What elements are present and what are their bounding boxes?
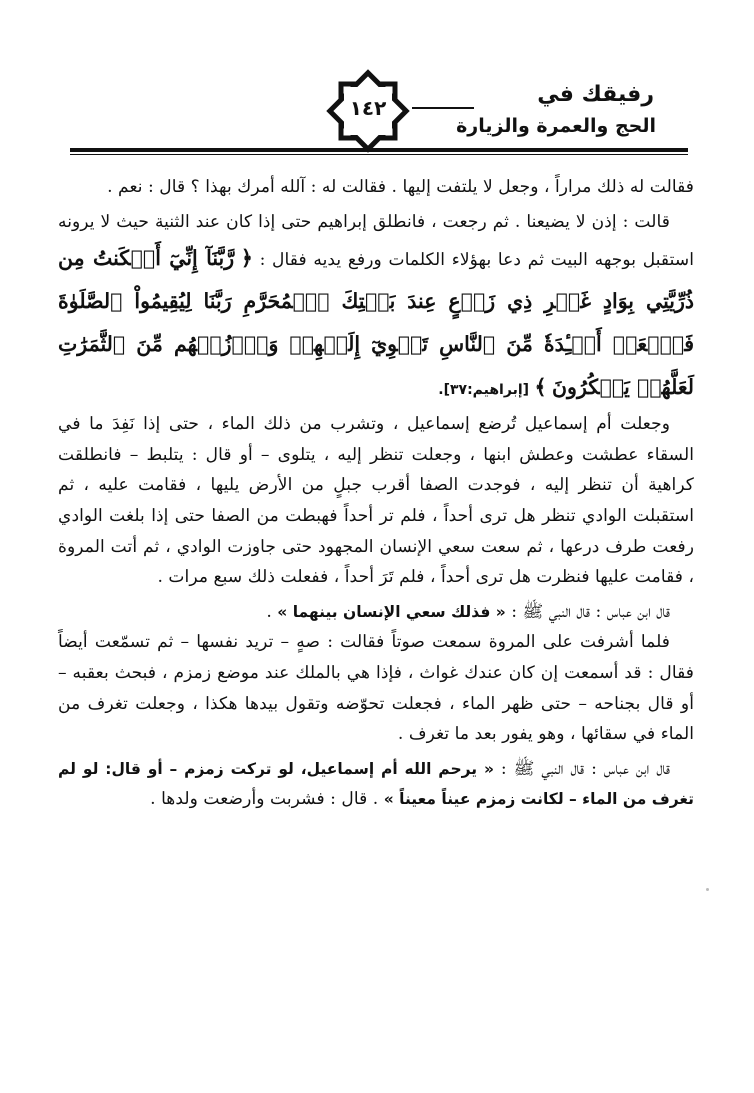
header-rule-short: [412, 107, 474, 109]
quran-open-bracket: ﴿: [240, 246, 253, 271]
running-title-top: رفيقك في: [537, 82, 654, 107]
hadith-quote-1: « فذلك سعي الإنسان بينهما »: [277, 602, 506, 621]
paragraph-3: وجعلت أم إسماعيل تُرضع إسماعيل ، وتشرب من ذلك الماء ، حتى إذا نَفِدَ ما في السقاء عطشت وعطش ابنها ، وجعلت تنظر إليه ، يتلوى – أو قال : يتلبط – فانطلقت كراهية أن تنظر إليه ، فوجدت الصفا أقرب جبلٍ من الأرض يليها ، فقامت عليه ، ثم استقبلت الوادي تنظر هل ترى أحداً ، فلم تر أحداً فهبطت من الصفا حتى إذا بلغت الوادي رفعت طرف درعها ، ثم سعت سعي الإنسان المجهود حتى جاوزت الوادي ، ثم أتت المروة ، فقامت عليها فنظرت هل ترى أحداً ، فلم تَرَ أحداً ، ففعلت ذلك سبع مرات .: [58, 414, 694, 588]
body-text: [58, 172, 694, 815]
running-title-bottom: الحج والعمرة والزيارة: [456, 115, 656, 137]
quran-reference: [إبراهيم:٣٧].: [438, 382, 530, 399]
paragraph-2-text: قالت : إذن لا يضيعنا . ثم رجعت ، فانطلق إبراهيم حتى إذا كان عند الثنية حيث لا يرونه استقبل بوجهه البيت ثم دعا بهؤلاء الكلمات ورفع يديه فقال :: [58, 211, 694, 271]
paragraph-1: فقالت له ذلك مراراً ، وجعل لا يلتفت إليها . فقالت له : آلله أمرك بهذا ؟ قال : نعم .: [107, 177, 694, 197]
paragraph-2: [58, 207, 694, 410]
page-number: ١٤٢: [349, 96, 387, 120]
paragraph-5: فلما أشرفت على المروة سمعت صوتاً فقالت : صهٍ – تريد نفسها – ثم تسمّعت أيضاً فقال : قد أسمعت إن كان عندك غواث ، فإذا هي بالملك عند موضع زمزم ، فبحث بعقبه – أو قال بجناحه – حتى ظهر الماء ، فجعلت تحوّضه وتقول بيدها هكذا ، وجعلت تغرف من الماء في سقائها ، وهو يفور بعد ما تغرف .: [58, 632, 694, 745]
hadith-quote-2: « يرحم الله أم إسماعيل، لو تركت زمزم – أو قال: لو لم تغرف من الماء – لكانت زمزم عيناً معيناً »: [58, 759, 694, 809]
paragraph-4-intro: قال ابن عباس : قال النبي ﷺ :: [511, 601, 670, 622]
quran-verse: رَّبَّنَآ إِنِّيٓ أَسۡكَنتُ مِن ذُرِّيَّتِي بِوَادٍ غَيۡرِ ذِي زَرۡعٍ عِندَ بَيۡتِكَ ٱلۡمُحَرَّمِ رَبَّنَا لِيُقِيمُواْ ٱلصَّلَوٰةَ فَٱجۡعَلۡ أَفۡـِٔدَةٗ مِّنَ ٱلنَّاسِ تَهۡوِيٓ إِلَيۡهِمۡ وَٱرۡزُقۡهُم مِّنَ ٱلثَّمَرَٰتِ لَعَلَّهُمۡ يَشۡكُرُونَ: [58, 246, 694, 400]
paragraph-4-end: .: [266, 601, 272, 622]
header-rule-thin: [70, 154, 688, 155]
header-rule-thick: [70, 148, 688, 152]
paragraph-6-intro: قال ابن عباس : قال النبي ﷺ :: [500, 758, 671, 779]
quran-close-bracket: ﴾: [534, 375, 547, 400]
paragraph-6: [58, 754, 694, 815]
page-number-badge: [325, 68, 411, 154]
paragraph-4: [58, 597, 694, 628]
paragraph-6-end: . قال : فشربت وأرضعت ولدها .: [150, 789, 379, 810]
scan-speck: [706, 888, 709, 891]
